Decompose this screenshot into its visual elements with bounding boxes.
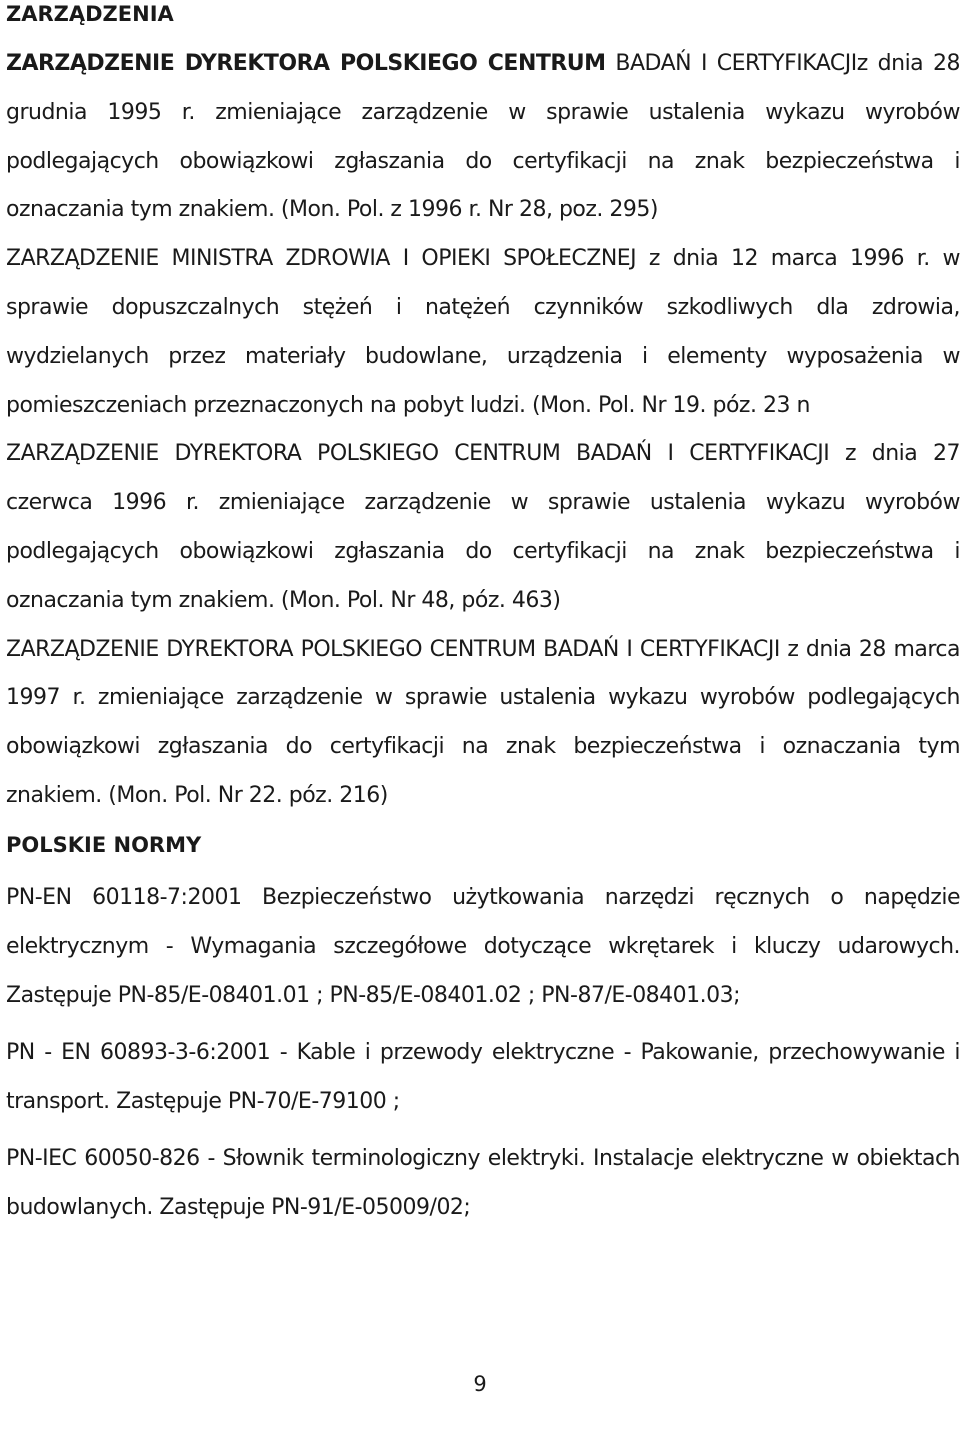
norm-item-1: PN-EN 60118-7:2001 Bezpieczeństwo użytkowania narzędzi ręcznych o napędzie elektrycznym - Wymagania szczegółowe dotyczące wkrętarek i kluczy udarowych. Zastępuje PN-85/E-08401.01 ; PN-85/E-08401.02 ; PN-87/E-08401.03; bbox=[6, 884, 960, 1008]
order-paragraph-1 bbox=[6, 40, 960, 235]
order-paragraph-3: ZARZĄDZENIE DYREKTORA POLSKIEGO CENTRUM BADAŃ I CERTYFIKACJI z dnia 27 czerwca 1996 r. zmieniające zarządzenie w sprawie ustalenia wykazu wyrobów podlegających obowiązkowi zgłaszania do certyfikacji na znak bezpieczeństwa i oznaczania tym znakiem. (Mon. Pol. Nr 48, póz. 463) bbox=[6, 441, 960, 613]
order-1-bold-prefix: ZARZĄDZENIE DYREKTORA POLSKIEGO CENTRUM bbox=[6, 51, 606, 76]
norms-title: POLSKIE NORMY bbox=[6, 832, 202, 857]
order-1-text: BADAŃ I CERTYFIKACJIz dnia 28 grudnia 1995 r. zmieniające zarządzenie w sprawie ustalenia wykazu wyrobów podlegających obowiązkowi zgłaszania do certyfikacji na znak bezpieczeństwa i oznaczania tym znakiem. (Mon. Pol. z 1996 r. Nr 28, poz. 295) bbox=[6, 51, 960, 223]
page-number: 9 bbox=[473, 1372, 487, 1396]
document-page bbox=[6, 0, 960, 1232]
order-paragraph-2: ZARZĄDZENIE MINISTRA ZDROWIA I OPIEKI SPOŁECZNEJ z dnia 12 marca 1996 r. w sprawie dopuszczalnych stężeń i natężeń czynników szkodliwych dla zdrowia, wydzielanych przez materiały budowlane, urządzenia i elementy wyposażenia w pomieszczeniach przeznaczonych na pobyt ludzi. (Mon. Pol. Nr 19. póz. 23 n bbox=[6, 246, 960, 418]
section-title: ZARZĄDZENIA bbox=[6, 2, 174, 26]
order-paragraph-4: ZARZĄDZENIE DYREKTORA POLSKIEGO CENTRUM BADAŃ I CERTYFIKACJI z dnia 28 marca 1997 r. zmieniające zarządzenie w sprawie ustalenia wykazu wyrobów podlegających obowiązkowi zgłaszania do certyfikacji na znak bezpieczeństwa i oznaczania tym znakiem. (Mon. Pol. Nr 22. póz. 216) bbox=[6, 636, 960, 808]
norm-item-2: PN - EN 60893-3-6:2001 - Kable i przewody elektryczne - Pakowanie, przechowywanie i transport. Zastępuje PN-70/E-79100 ; bbox=[6, 1039, 960, 1114]
norm-item-3: PN-IEC 60050-826 - Słownik terminologiczny elektryki. Instalacje elektryczne w obiektach budowlanych. Zastępuje PN-91/E-05009/02; bbox=[6, 1145, 960, 1220]
